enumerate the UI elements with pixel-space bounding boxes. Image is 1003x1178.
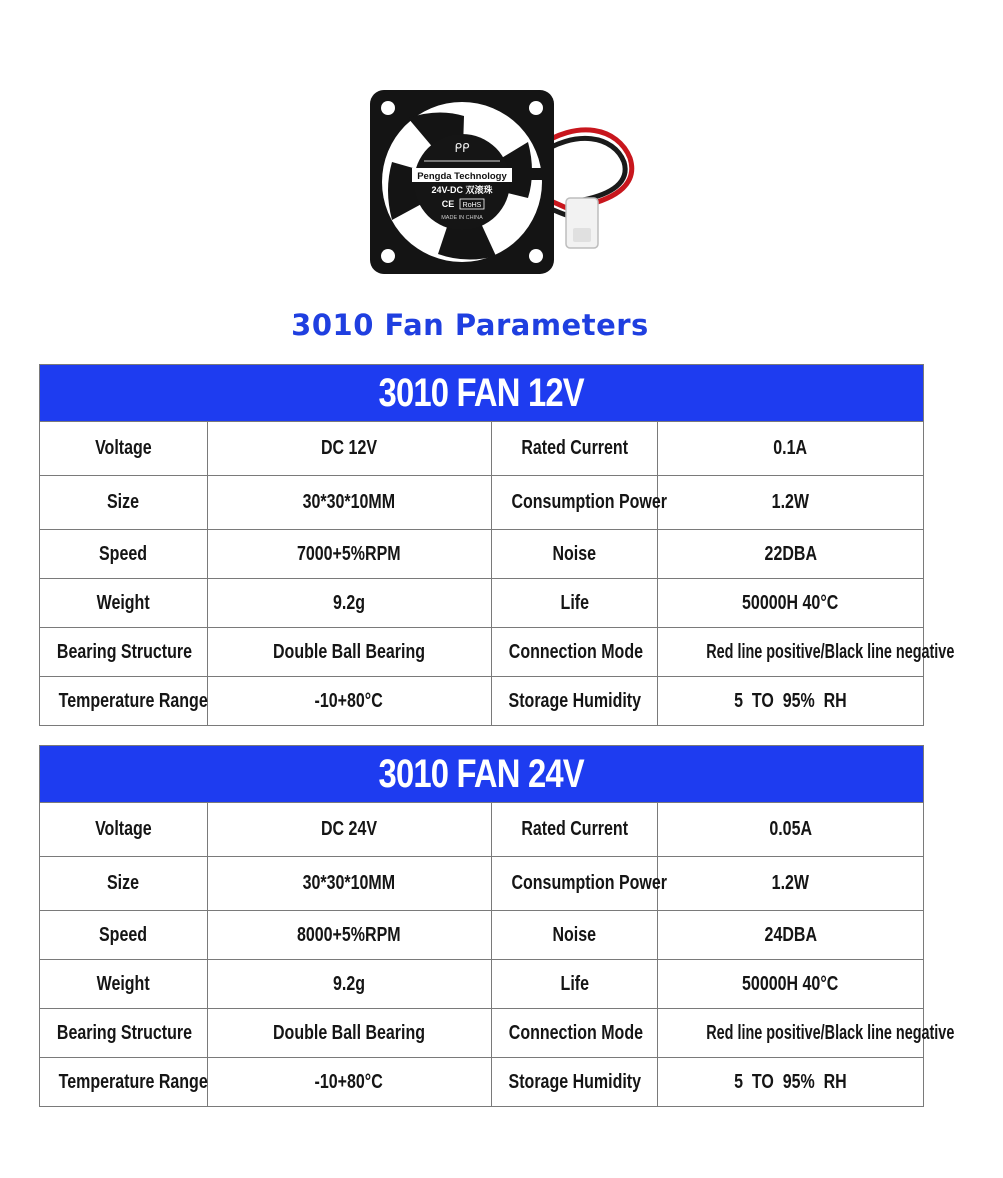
spec-value (658, 422, 924, 476)
spec-label-text: Noise (552, 923, 597, 946)
spec-label-text: Bearing Structure (56, 640, 193, 663)
spec-value-text: 0.1A (773, 437, 808, 459)
spec-value (658, 579, 924, 628)
spec-label (40, 803, 208, 857)
spec-value (207, 803, 491, 857)
spec-label (40, 1009, 208, 1058)
spec-label-text: Temperature Range (58, 1070, 208, 1093)
spec-label (491, 476, 667, 530)
spec-label (491, 1058, 658, 1107)
table-row (40, 803, 924, 857)
spec-label (491, 422, 658, 476)
table-title: 3010 FAN 12V (378, 370, 585, 415)
page-title: 3010 Fan Parameters (291, 308, 649, 342)
spec-value-text: DC 24V (321, 818, 378, 840)
spec-value (658, 803, 924, 857)
spec-label-text: Consumption Power (510, 491, 667, 513)
spec-label (491, 579, 658, 628)
spec-value-text: -10+80°C (314, 689, 384, 712)
spec-value (658, 857, 924, 911)
spec-value (658, 476, 924, 530)
spec-label-text: Consumption Power (510, 872, 667, 894)
spec-value (207, 530, 491, 579)
spec-label (40, 422, 208, 476)
spec-label-text: Connection Mode (508, 640, 643, 663)
spec-label-text: Bearing Structure (56, 1021, 193, 1044)
rohs-mark: RoHS (462, 202, 482, 209)
spec-label (40, 857, 208, 911)
spec-label (40, 911, 208, 960)
spec-value (658, 1009, 955, 1058)
spec-label-text: Size (107, 872, 140, 894)
spec-label-text: Rated Current (520, 818, 628, 840)
table-row (40, 911, 924, 960)
spec-label (491, 677, 658, 726)
table-row (40, 1058, 924, 1107)
spec-value (207, 422, 491, 476)
spec-label (491, 803, 658, 857)
spec-value (207, 960, 491, 1009)
table-row (40, 530, 924, 579)
spec-value-text: 9.2g (333, 591, 366, 614)
table-row (40, 476, 924, 530)
spec-value (658, 628, 955, 677)
ce-mark: CE (441, 199, 455, 209)
spec-table-24v (39, 745, 955, 1107)
fan-product-image (368, 88, 648, 278)
spec-value (658, 677, 924, 726)
spec-label-text: Storage Humidity (508, 1070, 641, 1093)
spec-value (658, 530, 924, 579)
spec-value-text: Red line positive/Black line negative (706, 640, 955, 663)
spec-value-text: 30*30*10MM (302, 872, 396, 894)
spec-label (40, 476, 208, 530)
spec-label (491, 960, 658, 1009)
spec-label (491, 911, 658, 960)
spec-label (491, 857, 667, 911)
spec-value-text: DC 12V (321, 437, 378, 459)
spec-value-text: Double Ball Bearing (273, 640, 426, 663)
spec-value-text: Double Ball Bearing (273, 1021, 426, 1044)
spec-value (207, 476, 491, 530)
spec-value-text: 50000H 40°C (742, 972, 839, 995)
spec-value-text: 1.2W (771, 872, 810, 894)
spec-label (40, 960, 208, 1009)
spec-value-text: 0.05A (769, 818, 812, 840)
table-row (40, 628, 924, 677)
table-row (40, 677, 924, 726)
spec-value-text: 7000+5%RPM (297, 542, 401, 565)
made-in-label: MADE IN CHINA (441, 215, 483, 221)
spec-label-text: Voltage (94, 818, 152, 840)
table-row (40, 579, 924, 628)
spec-table-12v (39, 364, 955, 726)
table-row (40, 1009, 924, 1058)
spec-value-text: 5 TO 95% RH (734, 1070, 847, 1093)
spec-label-text: Rated Current (520, 437, 628, 459)
spec-label (40, 1058, 208, 1107)
spec-label (491, 1009, 658, 1058)
svg-text:ᑭᑭ: ᑭᑭ (454, 141, 470, 155)
spec-value (207, 677, 491, 726)
spec-label-text: Speed (99, 542, 148, 565)
spec-label-text: Temperature Range (58, 689, 208, 712)
spec-value (207, 628, 491, 677)
spec-value-text: 50000H 40°C (742, 591, 839, 614)
label-line2: 24V-DC 双滚珠 (431, 185, 493, 195)
spec-value-text: 30*30*10MM (302, 491, 396, 513)
spec-label (40, 677, 208, 726)
spec-label-text: Speed (99, 923, 148, 946)
spec-label (491, 628, 658, 677)
spec-label-text: Life (560, 972, 589, 995)
spec-value-text: Red line positive/Black line negative (706, 1021, 955, 1044)
spec-label-text: Weight (96, 591, 150, 614)
spec-value (207, 857, 491, 911)
spec-label-text: Life (560, 591, 589, 614)
spec-value (207, 1058, 491, 1107)
spec-value-text: 22DBA (764, 542, 817, 565)
spec-value-text: 8000+5%RPM (297, 923, 401, 946)
spec-label (491, 530, 658, 579)
spec-value-text: 5 TO 95% RH (734, 689, 847, 712)
label-line1: Pengda Technology (417, 171, 507, 182)
table-banner (40, 365, 924, 422)
spec-value (658, 1058, 924, 1107)
spec-value-text: 9.2g (333, 972, 366, 995)
spec-value (207, 579, 491, 628)
spec-value-text: -10+80°C (314, 1070, 384, 1093)
spec-value (207, 911, 491, 960)
spec-label-text: Noise (552, 542, 597, 565)
spec-value (207, 1009, 491, 1058)
spec-label-text: Connection Mode (508, 1021, 643, 1044)
spec-label-text: Weight (96, 972, 150, 995)
spec-label (40, 628, 208, 677)
table-row (40, 857, 924, 911)
table-row (40, 422, 924, 476)
table-banner (40, 746, 924, 803)
spec-value-text: 1.2W (771, 491, 810, 513)
spec-value (658, 911, 924, 960)
spec-value-text: 24DBA (764, 923, 817, 946)
spec-label-text: Size (107, 491, 140, 513)
table-row (40, 960, 924, 1009)
spec-label (40, 579, 208, 628)
spec-label-text: Storage Humidity (508, 689, 641, 712)
table-title: 3010 FAN 24V (378, 751, 585, 796)
spec-label-text: Voltage (94, 437, 152, 459)
spec-value (658, 960, 924, 1009)
spec-label (40, 530, 208, 579)
